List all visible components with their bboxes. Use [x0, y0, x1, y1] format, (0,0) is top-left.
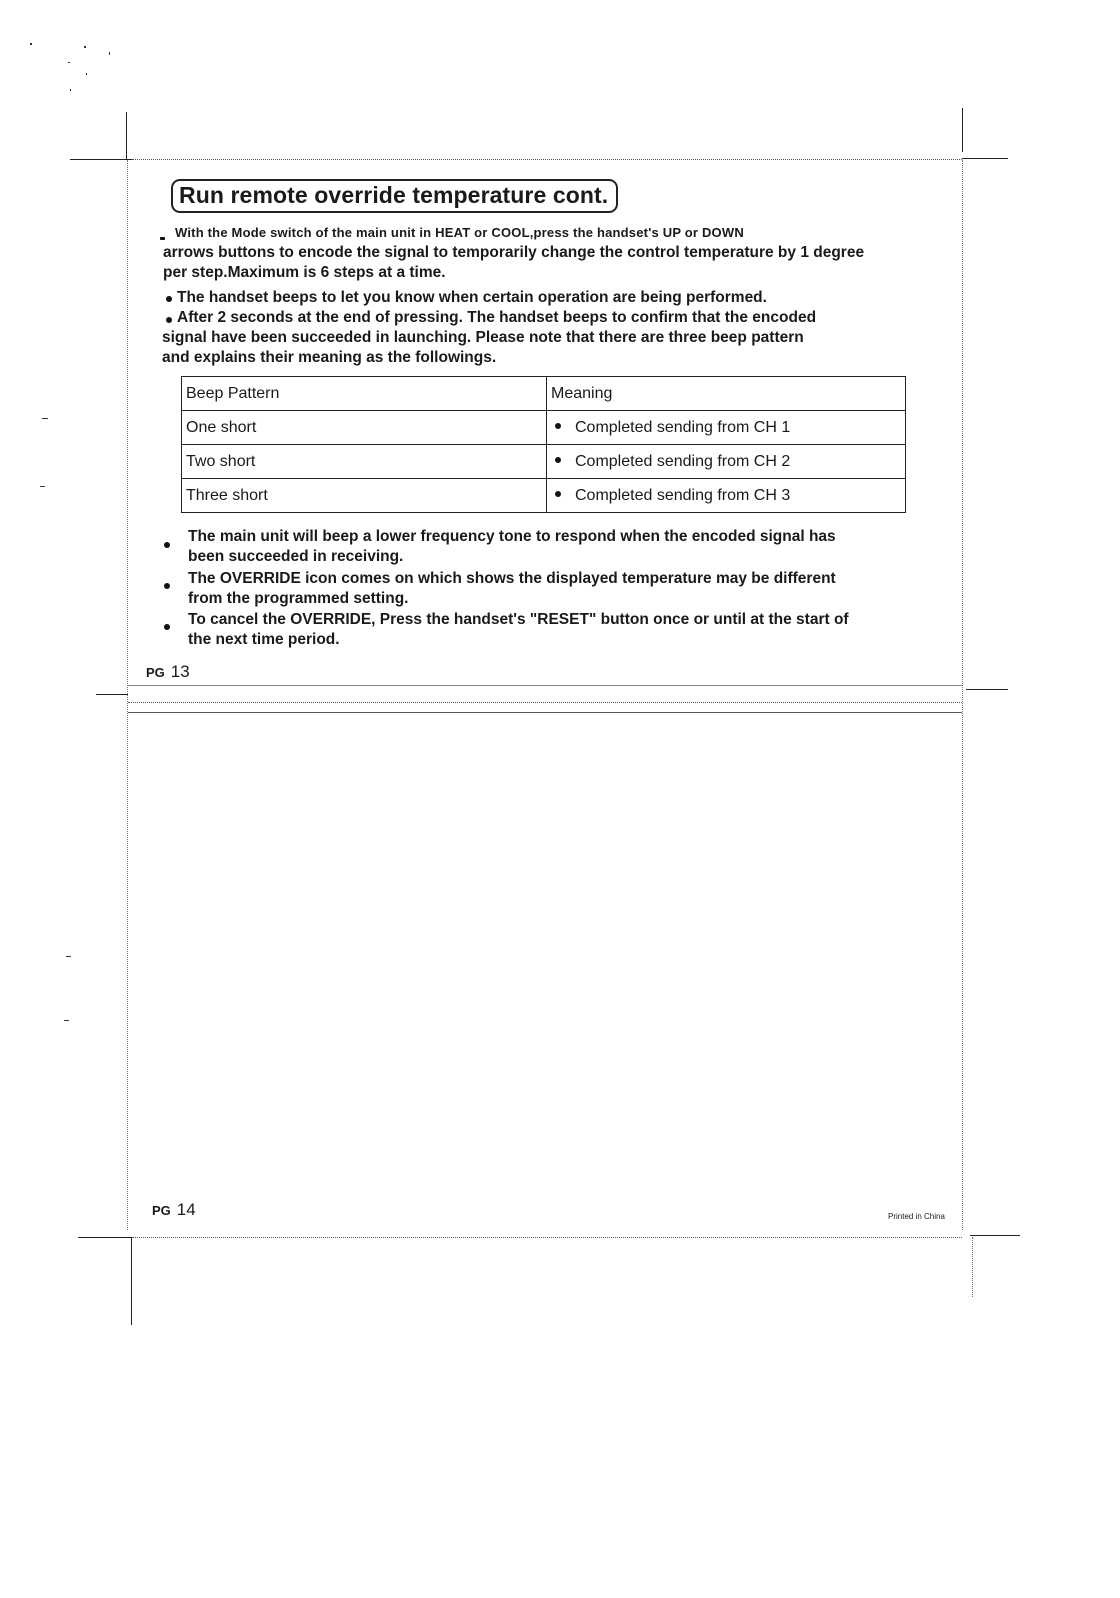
printed-in-china: Printed in China: [888, 1212, 945, 1221]
table-header-row: [182, 377, 906, 411]
paragraph-line: The handset beeps to let you know when certain operation are being performed.: [177, 289, 767, 306]
table-cell-meaning: [547, 411, 906, 445]
top-crop-line-left: [70, 159, 132, 160]
table-row: [182, 411, 906, 445]
page-number: 13: [170, 662, 190, 681]
scan-speck: [109, 52, 110, 55]
bullet-dot: [164, 624, 170, 630]
bottom-crop-line-right: [970, 1235, 1020, 1236]
paragraph-handset-beeps: [177, 288, 767, 308]
paragraph-line: per step.Maximum is 6 steps at a time.: [163, 264, 446, 281]
table-row: [182, 479, 906, 513]
table-cell-pattern: Three short: [182, 479, 547, 513]
scan-speck: [68, 62, 70, 63]
table-cell-pattern: Two short: [182, 445, 547, 479]
bullet-dot: [555, 491, 561, 497]
note-line: been succeeded in receiving.: [188, 548, 404, 565]
bullet-dot: [166, 317, 172, 323]
page-number-13: [146, 662, 190, 682]
left-page-edge: [127, 160, 128, 1230]
bullet-dot: [555, 423, 561, 429]
page-number-14: [152, 1200, 196, 1220]
table-row: [182, 445, 906, 479]
paragraph-line: arrows buttons to encode the signal to temporarily change the control temperature by 1 degree: [163, 244, 865, 261]
beep-pattern-table: [181, 376, 906, 513]
note-line: The OVERRIDE icon comes on which shows the displayed temperature may be different: [188, 570, 836, 587]
scan-speck: [70, 89, 71, 91]
note-main-unit-beep: [188, 527, 836, 567]
bullet-dot: [160, 237, 165, 240]
left-crop-line-top: [126, 112, 127, 160]
left-crop-line-bottom: [131, 1237, 132, 1325]
bottom-crop-line-left: [78, 1237, 132, 1238]
table-header-cell: Beep Pattern: [182, 377, 547, 411]
margin-tick: [64, 1020, 69, 1021]
bullet-dot: [164, 583, 170, 589]
margin-tick: [40, 486, 45, 487]
table-cell-meaning: [547, 445, 906, 479]
note-override-icon: [188, 569, 836, 609]
note-line: from the programmed setting.: [188, 590, 409, 607]
note-line: The main unit will beep a lower frequency tone to respond when the encoded signal has: [188, 528, 836, 545]
margin-tick: [42, 418, 48, 419]
bullet-dot: [166, 296, 172, 302]
paragraph-line: With the Mode switch of the main unit in HEAT or COOL,press the handset's UP or DOWN: [175, 225, 744, 240]
table-cell-pattern: One short: [182, 411, 547, 445]
meaning-text: Completed sending from CH 2: [575, 452, 791, 470]
paragraph-line: After 2 seconds at the end of pressing. The handset beeps to confirm that the encoded: [177, 309, 817, 326]
meaning-text: Completed sending from CH 1: [575, 418, 791, 436]
bottom-dotted-rule: [132, 1237, 962, 1238]
mid-rule-middle: [128, 702, 962, 703]
margin-tick: [66, 956, 71, 957]
scan-speck: [30, 43, 32, 45]
mid-crop-line-right: [966, 689, 1008, 690]
page-label: PG: [146, 665, 165, 680]
top-crop-line-right: [962, 158, 1008, 159]
bullet-dot: [555, 457, 561, 463]
mid-rule-upper: [128, 685, 962, 686]
mid-rule-lower: [128, 712, 962, 713]
page-number: 14: [176, 1200, 196, 1219]
right-page-edge: [962, 160, 963, 1230]
table-header-cell: Meaning: [547, 377, 906, 411]
note-line: the next time period.: [188, 631, 340, 648]
right-crop-line-bottom: [972, 1237, 973, 1297]
page-label: PG: [152, 1203, 171, 1218]
section-title: Run remote override temperature cont.: [171, 179, 618, 213]
paragraph-line: and explains their meaning as the followings.: [162, 349, 497, 366]
table-cell-meaning: [547, 479, 906, 513]
scan-speck: [86, 73, 87, 75]
paragraph-line: signal have been succeeded in launching. Please note that there are three beep pattern: [162, 329, 804, 346]
right-crop-line-top: [962, 108, 963, 152]
paragraph-mode-switch: [163, 223, 876, 283]
bullet-dot: [164, 542, 170, 548]
note-cancel-override: [188, 610, 849, 650]
paragraph-confirm-beeps: [162, 308, 819, 368]
note-line: To cancel the OVERRIDE, Press the handset's "RESET" button once or until at the start of: [188, 611, 849, 628]
mid-crop-line-left: [96, 694, 128, 695]
meaning-text: Completed sending from CH 3: [575, 486, 791, 504]
top-dotted-rule: [132, 159, 962, 160]
scan-speck: [84, 46, 86, 48]
